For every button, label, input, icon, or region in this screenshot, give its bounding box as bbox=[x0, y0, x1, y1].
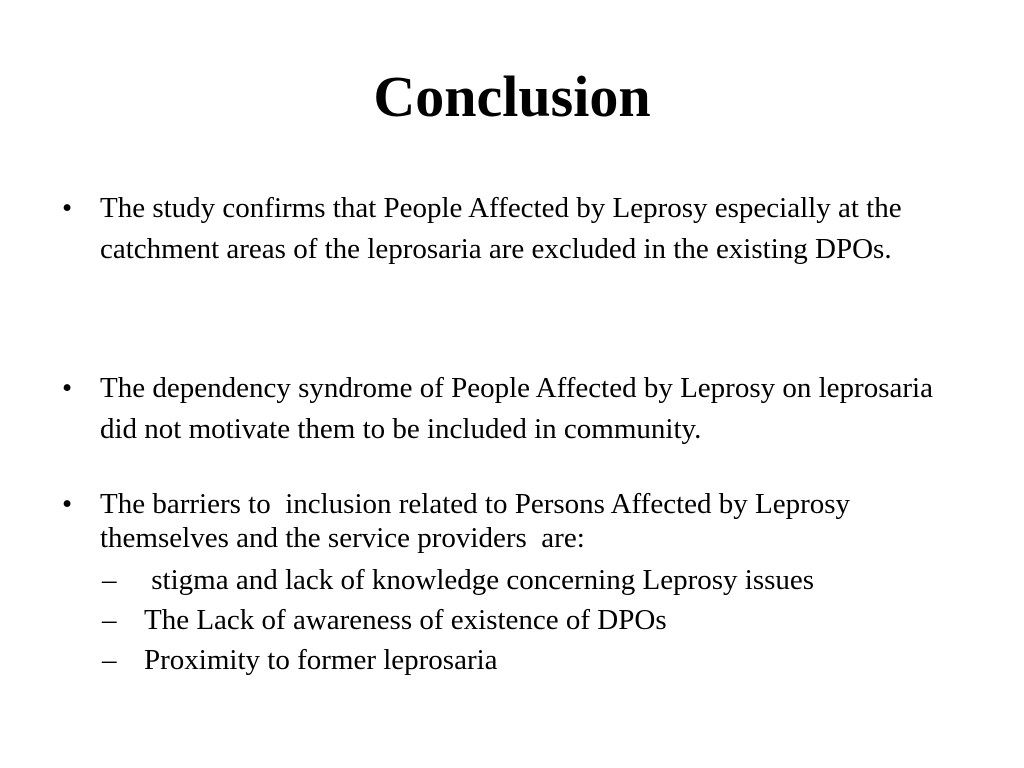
dash-icon: – bbox=[102, 644, 117, 676]
bullet-text: The study confirms that People Affected by Leprosy especially at the catchment areas of the leprosaria are excluded in the existing DPOs. bbox=[100, 192, 909, 265]
bullet-item bbox=[62, 368, 972, 450]
dash-icon: – bbox=[102, 564, 117, 596]
bullet-text: The dependency syndrome of People Affected by Leprosy on leprosaria did not motivate them to be included in community. bbox=[100, 372, 941, 445]
bullet-icon: • bbox=[62, 192, 73, 224]
sub-bullet-text: stigma and lack of knowledge concerning Leprosy issues bbox=[144, 564, 815, 596]
bullet-item bbox=[62, 188, 972, 270]
sub-bullet-item bbox=[102, 600, 982, 640]
slide-title: Conclusion bbox=[373, 64, 651, 129]
dash-icon: – bbox=[102, 604, 117, 636]
sub-bullet-item bbox=[102, 640, 982, 680]
sub-bullet-text: The Lack of awareness of existence of DPOs bbox=[144, 604, 667, 636]
sub-bullet-text: Proximity to former leprosaria bbox=[144, 644, 498, 676]
bullet-item bbox=[62, 487, 972, 555]
sub-bullet-item bbox=[102, 560, 982, 600]
bullet-icon: • bbox=[62, 488, 73, 520]
bullet-icon: • bbox=[62, 372, 73, 404]
bullet-text: The barriers to inclusion related to Persons Affected by Leprosy themselves and the service providers are: bbox=[100, 488, 858, 554]
